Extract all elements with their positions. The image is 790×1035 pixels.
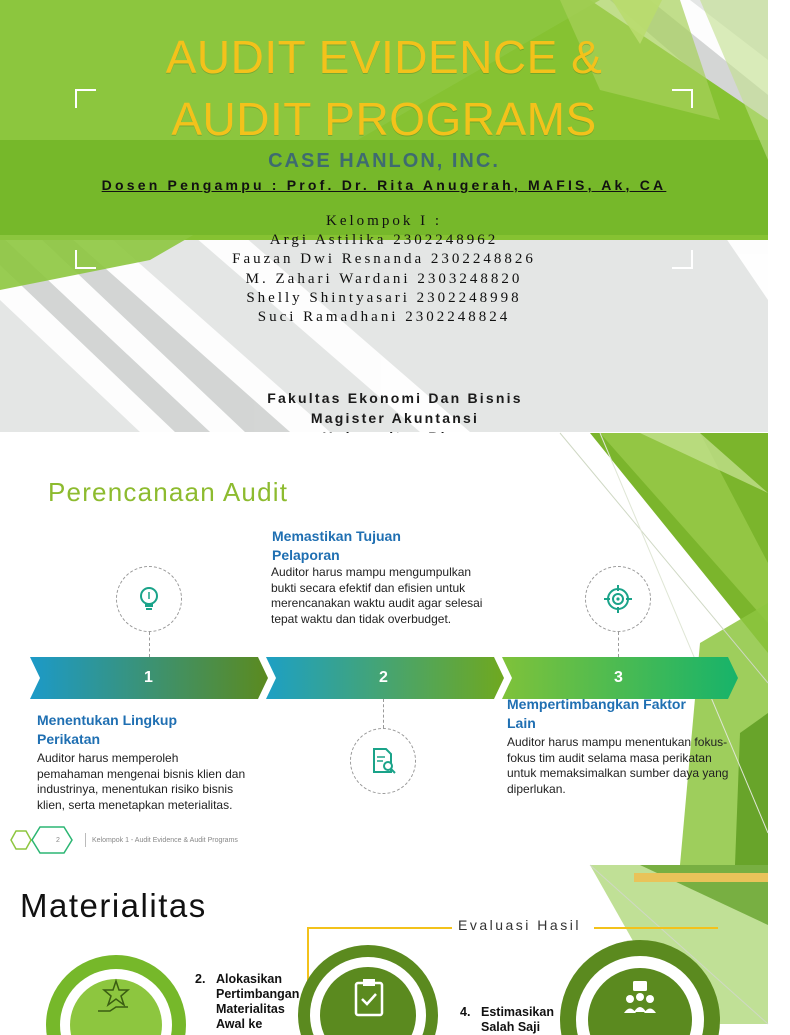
member-4: Shelly Shintyasari 2302248998 xyxy=(246,289,522,306)
team-meeting-icon xyxy=(622,979,658,1015)
item-2-text xyxy=(216,972,306,1032)
faculty-line-2: Magister Akuntansi xyxy=(310,409,480,426)
slide-heading: Perencanaan Audit xyxy=(48,477,289,507)
step-2-title: Memastikan Tujuan Pelaporan xyxy=(272,528,401,563)
star-hand-icon xyxy=(96,977,136,1017)
member-3: M. Zahari Wardani 2303248820 xyxy=(245,270,523,287)
item-2-line-1: Alokasikan xyxy=(216,972,283,986)
connector-line xyxy=(618,632,619,657)
clipboard-check-icon xyxy=(352,977,386,1017)
connector-line xyxy=(383,699,384,728)
evaluation-label: Evaluasi Hasil xyxy=(458,917,581,933)
footer-divider xyxy=(85,833,86,847)
member-2: Fauzan Dwi Resnanda 2302248826 xyxy=(232,251,536,268)
slide-heading: Materialitas xyxy=(20,887,207,924)
title-line-1: AUDIT EVIDENCE & xyxy=(165,31,603,83)
planning-slide xyxy=(0,433,768,865)
step-3-title: Mempertimbangkan Faktor Lain xyxy=(507,696,686,731)
step-2-number: 2 xyxy=(379,669,388,686)
page-number: 2 xyxy=(56,837,60,844)
item-4-line-2: Salah Saji xyxy=(481,1020,541,1034)
group-members xyxy=(0,212,768,327)
step-3-icon-circle xyxy=(585,566,651,632)
target-icon xyxy=(602,583,634,615)
footer-text: Kelompok 1 - Audit Evidence & Audit Programs xyxy=(92,837,238,844)
subtitle: CASE HANLON, INC. xyxy=(268,150,500,172)
step-1-body: Auditor harus memperoleh pemahaman mengenai bisnis klien dan industrinya, menentukan risiko bisnis klien, serta menetapkan meterialitas. xyxy=(37,751,246,812)
title-slide xyxy=(0,0,768,432)
step-2-icon-circle xyxy=(350,728,416,794)
document-search-icon xyxy=(368,746,398,776)
item-2-line-4: Awal ke xyxy=(216,1017,263,1031)
step-1-number: 1 xyxy=(144,669,153,686)
item-4-line-1: Estimasikan xyxy=(481,1005,554,1019)
step-1-title: Menentukan Lingkup Perikatan xyxy=(37,712,177,747)
item-2-line-3: Materialitas xyxy=(216,1002,285,1016)
group-label: Kelompok I : xyxy=(326,213,442,229)
item-4-number: 4. xyxy=(460,1005,471,1019)
materiality-slide xyxy=(0,865,768,1034)
item-4-text xyxy=(481,1005,571,1035)
faculty-line-1: Fakultas Ekonomi Dan Bisnis xyxy=(267,390,523,406)
step-2-body: Auditor harus mampu mengumpulkan bukti secara efektif dan efisien untuk merencanakan waktu audit agar selesai tepat waktu dan tidak overbudget. xyxy=(271,565,483,626)
title-line-2: AUDIT PROGRAMS xyxy=(171,93,597,145)
step-1-icon-circle xyxy=(116,566,182,632)
step-3-number: 3 xyxy=(614,669,623,686)
item-2-line-2: Pertimbangan xyxy=(216,987,300,1001)
lecturer-name: Dosen Pengampu : Prof. Dr. Rita Anugerah, MAFIS, Ak, CA xyxy=(101,177,667,193)
item-2-number: 2. xyxy=(195,972,206,986)
step-3-body: Auditor harus mampu menentukan fokus-fokus tim audit selama masa perikatan untuk memaksimalkan sumber daya yang diperlukan. xyxy=(507,735,729,796)
member-1: Argi Astilika 2302248962 xyxy=(269,232,499,249)
member-5: Suci Ramadhani 2302248824 xyxy=(257,309,511,326)
connector-line xyxy=(149,632,150,657)
hexagon-decoration xyxy=(6,825,76,859)
lightbulb-icon xyxy=(134,584,164,614)
